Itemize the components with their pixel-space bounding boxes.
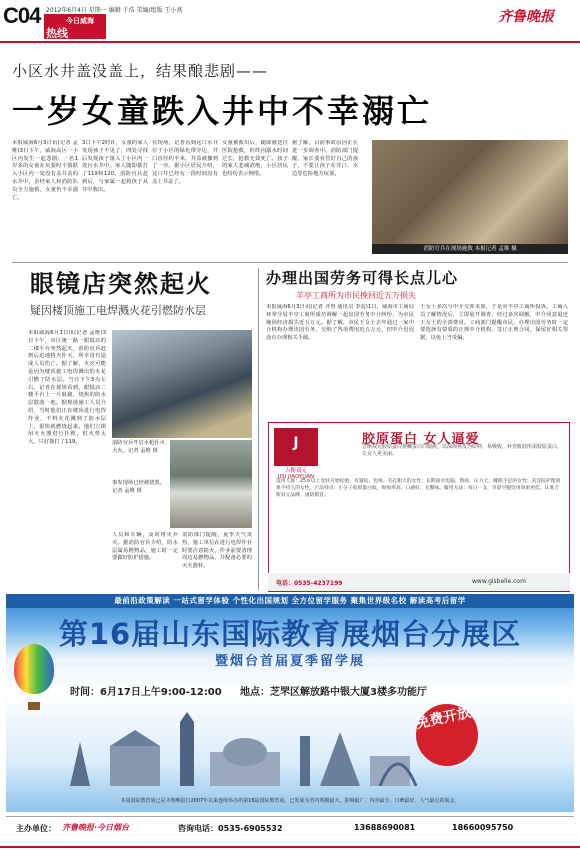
ad-body: 适用人群：25岁以上皮肤开始松弛、有皱纹、色斑、毛孔粗大的女性；长期面对电脑、熬夜、压力大、睡眠不足的女性；美容院护理效果不持久的女性。产品特点：小分子胶原蛋白肽，吸收率高，口感好，无腥味。服用方法：每日一支，早晨空腹饮用效果更佳。认准吉斯双元品牌，谨防假冒。 <box>276 479 561 498</box>
article3-headline[interactable]: 办理出国劳务可得长点儿心 <box>266 269 459 287</box>
ad-intro: 吉斯双元胶原蛋白鱼鳞蛋白口服液，以深海鱼皮为原料，易吸收，补充肌肤所需胶原蛋白，让女人更美丽。 <box>362 444 563 457</box>
article3-subtitle: 羊亭工商所为市民挽回近五万损失 <box>296 291 416 300</box>
page-number: C04 <box>3 3 41 28</box>
palace-icon <box>110 746 160 786</box>
banner-time: 时间：6月17日上午9:00-12:00 <box>70 687 222 698</box>
hot-air-balloon-icon <box>14 644 54 694</box>
section-label: 今日威海 <box>66 17 94 25</box>
host-label: 主办单位： <box>16 824 56 833</box>
article3-column-1: 本报威海6月3日讯(记者 齐鲁 通讯员 李雷)1日，威海市工商局环翠分局羊亭工商所成功调解一起出国劳务中介纠纷，为市民挽回经济损失近五万元。据了解，市民王女士去年通过一家中介机构办理出国劳务，交纳了各项费用近五万元，但中介迟迟没有办理相关手续。 <box>266 304 414 342</box>
article1-headline[interactable]: 一岁女童跌入井中不幸溺亡 <box>12 92 433 130</box>
burned-roof-photo[interactable] <box>170 440 252 528</box>
section-divider <box>12 262 568 263</box>
ad-phone: 电话：0535-4237199 <box>276 580 343 587</box>
balloon-basket-icon <box>28 702 40 710</box>
pagoda-icon <box>320 732 360 786</box>
article2-headline[interactable]: 眼镜店突然起火 <box>30 270 212 298</box>
header-rule <box>0 41 580 43</box>
dateline: 2012年6月4日 星期一 编辑 于浩 美编/组版 王小燕 <box>46 7 183 14</box>
dome-icon <box>223 738 267 766</box>
big-ben-icon <box>180 722 194 786</box>
section-title: 热线 <box>46 27 68 40</box>
footer-rule <box>0 846 580 848</box>
palace-roof-icon <box>110 730 160 746</box>
article1-column-1: 本报威海6月3日讯(记者 孟维)3日下午，威海高区一小区内发生一起悲剧：一名1岁多的女童在玩耍时不慎跌入小区内一处没有盖井盖的水井中，虽经家人和消防队员全力施救，女童仍不幸溺亡。 <box>12 140 78 201</box>
phone-3: 18660095750 <box>452 823 514 832</box>
host-name: 齐鲁晚报·今日烟台 <box>62 823 130 832</box>
article1-column-3: 在现场，记者看到这口水井位于小区的绿化带旁边，井口直径约半米，井盖被挪到了一旁。据小区居民介绍，这口井已经有一段时间没有盖上井盖了。 <box>152 140 218 185</box>
jisi-logo-icon: J <box>274 428 318 466</box>
roof-photo-caption: 事发现场已经被烧黑。记者 孟维 摄 <box>112 480 165 494</box>
banner-note: 本届国际教育展已是齐鲁晚报自2007年以来连续举办的第16届国际教育展，已发展为省内规模最大、影响最广、内容最全、口碑最好、人气最足的展会。 <box>120 798 460 804</box>
tower-icon <box>300 736 310 786</box>
article2-column-2: 人员和车辆，及时将火扑灭。据消防官兵介绍，防水层属易燃物品，施工时一定要做好防护措施。 <box>112 532 178 562</box>
consult-phone: 咨询电话：0535-6905532 <box>178 824 283 833</box>
banner-place: 地点：芝罘区解放路中银大厦3楼多功能厅 <box>240 687 427 698</box>
article1-column-2: 3日下午2时许，女童的家人发现孩子不见了，四处寻找后发现孩子落入了小区内一处污水井中。家人随即拨打了119和120。消防官兵赶到后，与家属一起将孩子从井中救出。 <box>82 140 148 193</box>
big-ben-spire-icon <box>180 712 194 722</box>
article1-kicker: 小区水井盖没盖上，结果酿悲剧—— <box>12 62 269 80</box>
fire-scene-photo[interactable] <box>112 330 252 438</box>
ad-website[interactable]: www.gisbelle.com <box>472 578 526 585</box>
article3-column-2: 王女士多次与中介交涉未果，于是向羊亭工商所投诉。工商人员了解情况后，立即展开调查，经过多次调解，中介同意退还王女士的全部费用。工商部门提醒市民，办理出国劳务时一定要选择有资质的正规中介机构，签订正规合同，保留好相关票据，以免上当受骗。 <box>420 304 568 342</box>
building-icon <box>370 756 410 786</box>
article2-column-3: 消防部门提醒，夏季天气炎热，施工单位在进行电焊作业时要注意防火，作业前要清理周边易燃物品，并配备必要的灭火器材。 <box>182 532 252 570</box>
banner-title: 第16届山东国际教育展烟台分展区 <box>58 617 522 651</box>
article1-column-4: 女童被救出后，随即被送往医院抢救，但终因溺水时间过长，抢救无效死亡。孩子的家人悲痛欲绝，小区居民也纷纷表示惋惜。 <box>222 140 288 178</box>
free-admission-badge: 免费开放 <box>410 698 484 772</box>
fire-photo-caption: 消防官兵开启水枪扑灭大火。记者 孟维 摄 <box>112 440 165 454</box>
eiffel-tower-icon <box>70 742 90 786</box>
newspaper-logo: 齐鲁晚报 <box>498 9 554 25</box>
phone-2: 13688690081 <box>354 823 416 832</box>
ad-brand-cn: 吉斯双元 <box>284 468 307 474</box>
article2-column-1: 本报威海6月3日讯(记者 孟维)3日下午，市区统一路一眼镜店的二楼平台突然起火，消防官兵赶到后迅速将火扑灭，所幸没有造成人员伤亡。据了解，火灾可能是因为楼顶施工电焊溅出的火花引燃了防水层。当日下午5点左右，记者在现场看到，眼镜店二楼平台上一片狼藉，烧焦的防水层散落一地。据现场施工人员介绍，当时他们正在楼顶进行电焊作业，不料火花溅到了防水层上，很快就燃烧起来。他们立即用灭火器进行扑救，但火势太大，只好拨打了119。 <box>28 330 106 446</box>
banner-subtitle: 暨烟台首届夏季留学展 <box>214 654 365 669</box>
article2-subtitle: 疑因楼顶施工电焊溅火花引燃防水层 <box>30 304 206 317</box>
ad-headline: 胶原蛋白 女人逼爱 <box>362 432 480 447</box>
column-divider <box>258 268 259 590</box>
rescue-photo-caption: 消防官兵在现场施救 本报记者 孟维 摄 <box>372 244 568 254</box>
rescue-photo[interactable] <box>372 140 568 244</box>
banner-tags: 最前沿政策解读 一站式留学体验 个性化出国规划 全方位留学服务 聚集世界级名校 解读高考后留学 <box>114 596 466 605</box>
ad-brand-en: JISI JIAOYUAN <box>277 474 315 480</box>
article1-column-5: 据了解，目前事故原因正在进一步调查中。消防部门提醒，家长要看管好自己的孩子，不要让孩子在井口、水边等危险地方玩耍。 <box>292 140 358 178</box>
